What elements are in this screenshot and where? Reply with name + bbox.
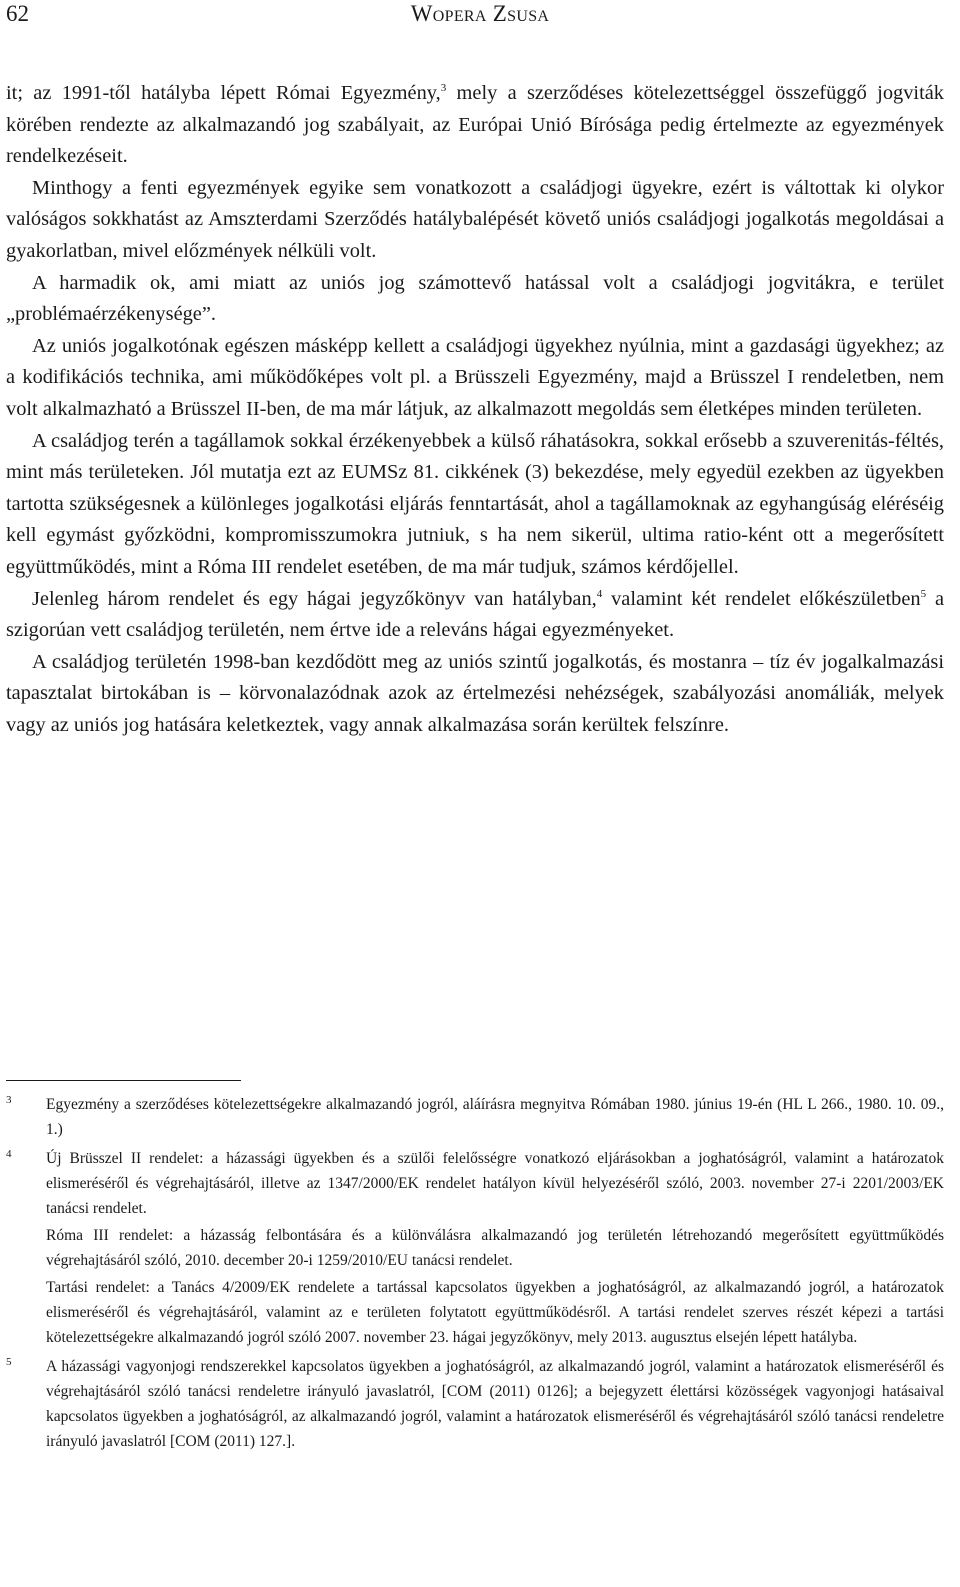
paragraph-text: it; az 1991-től hatályba lépett Római Egyezmény,: [6, 82, 441, 104]
page-number: 62: [6, 1, 29, 26]
footnote-divider: [6, 1080, 241, 1081]
paragraph-text: Jelenleg három rendelet és egy hágai jegyzőkönyv van hatályban,: [32, 587, 597, 610]
paragraph-text: valamint két rendelet előkészületben: [602, 587, 921, 610]
paragraph-text: a szigorúan vett családjog területén, nem értve ide a releváns hágai egyezményeket.: [6, 587, 944, 642]
running-head-author-rest-2: susa: [507, 1, 550, 26]
paragraph: A családjog terén a tagállamok sokkal érzékenyebbek a külső ráhatásokra, sokkal erősebb a szuverenitás-féltés, mint más területeken. Jól mutatja ezt az EUMSz 81. cikkének (3) bekezdése, mely egyedül ezekben az ügyekben tartotta szükségesnek a különleges jogalkotási eljárás fenntartását, ahol a tagállamoknak az egyhangúság eléréséig kell egymást győzködni, kompromisszumokra jutniuk, s ha nem sikerül, ultima ratio-ként ott a megerősített együttműködés, mint a Róma III rendelet esetében, de ma már tudjuk, számos kérdőjellel.: [6, 429, 944, 578]
footnote-4: [6, 1146, 944, 1350]
paragraph: A harmadik ok, ami miatt az uniós jog számottevő hatással volt a családjogi jogvitákra, e terület „problémaérzékenysége”.: [6, 271, 944, 326]
footnote-5: [6, 1354, 944, 1454]
footnote-number: 5: [6, 1356, 12, 1368]
paragraph-text: mely a szerződéses kötelezettséggel összefüggő jogviták körében rendezte az alkalmazandó jog szabályait, az Európai Unió Bírósága pedig értelmezte az egyezmények rendelkezéseit.: [6, 82, 944, 168]
footnote-ref[interactable]: 5: [920, 587, 927, 600]
page-header: [0, 0, 960, 34]
main-text: [6, 78, 944, 741]
running-head: [0, 0, 960, 28]
footnote-text: Róma III rendelet: a házasság felbontására és a különválásra alkalmazandó jog területén létrehozandó megerősített együttműködés végrehajtásáról szóló, 2010. december 20-i 1259/2010/EU tanácsi rendelet.: [46, 1227, 944, 1269]
footnote-text: A házassági vagyonjogi rendszerekkel kapcsolatos ügyekben a joghatóságról, az alkalmazandó jogról, valamint a határozatok elismeréséről és végrehajtásáról szóló tanácsi rendeletre irányuló javaslatról, [COM (2011) 0126]; a bejegyzett élettársi közösségek vagyonjogi hatásaival kapcsolatos ügyekben a joghatóságról, az alkalmazandó jogról, valamint a határozatok elismeréséről és végrehajtásáról szóló tanácsi rendeletre irányuló javaslatról [COM (2011) 127.].: [46, 1358, 944, 1450]
running-head-author-rest: opera: [432, 1, 487, 26]
footnote-text: Új Brüsszel II rendelet: a házassági ügyekben és a szülői felelősségre vonatkozó eljárásokban a joghatóságról, valamint a határozatok elismeréséről és végrehajtásáról, illetve az 1347/2000/EK rendelet hatályon kívül helyezéséről szóló, 2003. november 27-i 2201/2003/EK tanácsi rendelet.: [46, 1150, 944, 1217]
paragraph: A családjog területén 1998-ban kezdődött meg az uniós szintű jogalkotás, és mostanra – tíz év jogalkalmazási tapasztalat birtokában is – körvonalazódnak azok az értelmezési nehézségek, szabályozási anomáliák, melyek vagy az uniós jog hatására keletkeztek, vagy annak alkalmazása során kerültek felszínre.: [6, 650, 944, 736]
footnote-number: 3: [6, 1094, 12, 1106]
footnote-ref[interactable]: 3: [440, 82, 447, 94]
running-head-author-initial: W: [410, 1, 433, 26]
footnote-text: Egyezmény a szerződéses kötelezettségekre alkalmazandó jogról, aláírásra megnyitva Rómában 1980. június 19-én (HL L 266., 1980. 10. 09., 1.): [46, 1096, 944, 1138]
footnote-number: 4: [6, 1148, 12, 1160]
paragraph: [6, 584, 944, 647]
footnote-text: Tartási rendelet: a Tanács 4/2009/EK rendelete a tartással kapcsolatos ügyekben a joghatóságról, az alkalmazandó jogról, a határozatok elismeréséről és végrehajtásáról, valamint az e területen folytatott együttműködésről. A tartási rendelet szerves részét képezi a tartási kötelezettségekre alkalmazandó jogról szóló 2007. november 23. hágai jegyzőkönyv, mely 2013. augusztus elsején lépett hatályba.: [46, 1279, 944, 1346]
footnote-3: [6, 1092, 944, 1142]
footnotes: [6, 1092, 944, 1458]
paragraph: Az uniós jogalkotónak egészen másképp kellett a családjogi ügyekhez nyúlnia, mint a gazdasági ügyekhez; az a kodifikációs technika, ami működőképes volt pl. a Brüsszeli Egyezmény, majd a Brüsszel I rendeletben, nem volt alkalmazható a Brüsszel II-ben, de ma már látjuk, az alkalmazott megoldás sem életképes minden területen.: [6, 334, 944, 420]
footnote-ref[interactable]: 4: [596, 587, 603, 600]
running-head-author-initial-2: Z: [492, 1, 508, 26]
paragraph: Minthogy a fenti egyezmények egyike sem vonatkozott a családjogi ügyekre, ezért is váltottak ki olykor valóságos sokkhatást az Amszterdami Szerződés hatálybalépését követő uniós családjogi jogalkotás megoldásai a gyakorlatban, mivel előzmények nélküli volt.: [6, 176, 944, 262]
paragraph: [6, 78, 944, 173]
